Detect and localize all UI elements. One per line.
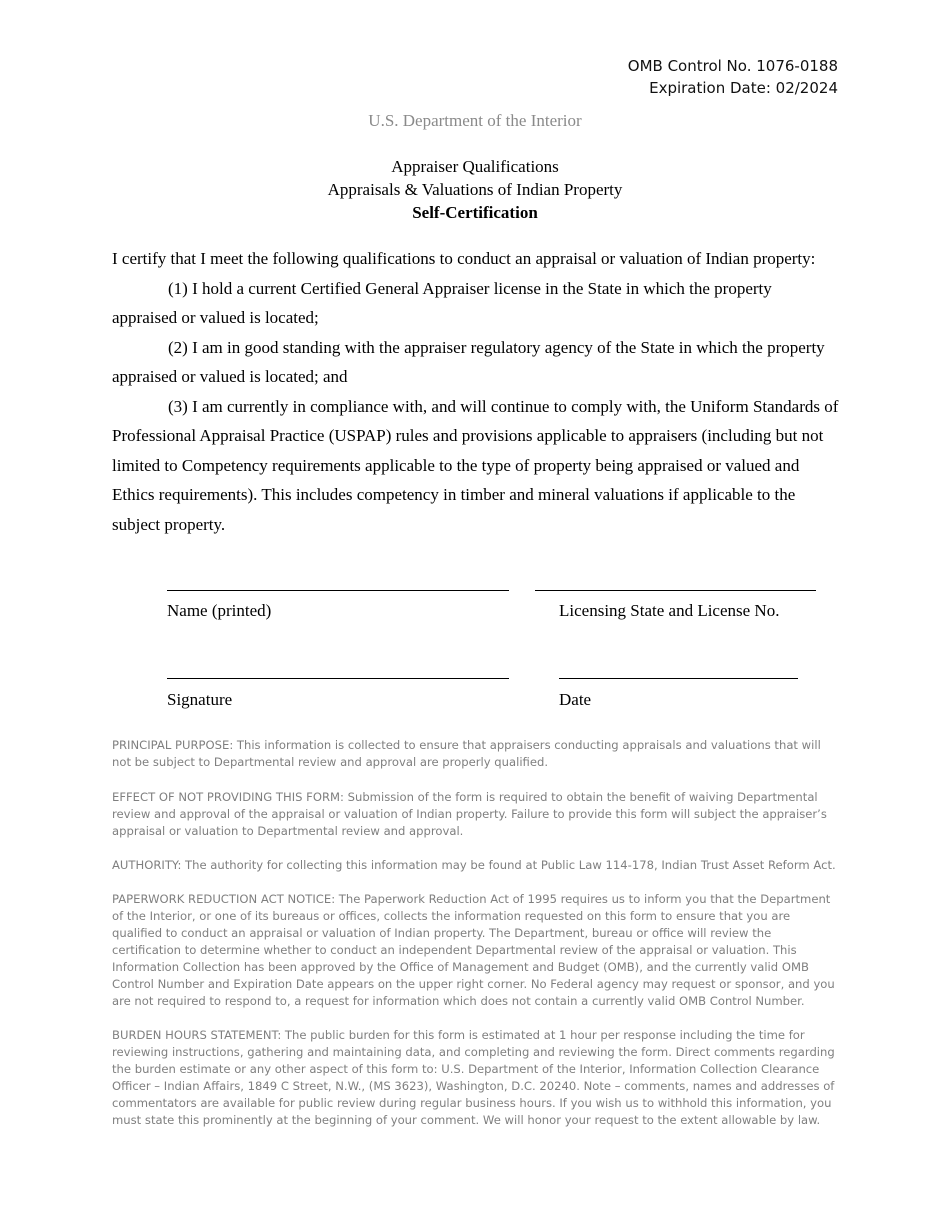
department-name: U.S. Department of the Interior [368,111,582,130]
effect-notice: EFFECT OF NOT PROVIDING THIS FORM: Submission of the form is required to obtain the benefit of waiving Departmental review and approval of the appraisal or valuation of Indian property. Failure to provide this form will subject the appraiser’s appraisal or valuation to Departmental review and approval. [112,790,827,838]
qualification-item: (1) I hold a current Certified General Appraiser license in the State in which the property appraised or valued is located; [112,278,772,327]
expiration-date: Expiration Date: 02/2024 [649,79,838,97]
date-line[interactable] [559,678,798,679]
form-heading-self-certification: Self-Certification [412,203,538,222]
license-number-line[interactable] [535,590,816,591]
qualification-item: (3) I am currently in compliance with, and will continue to comply with, the Uniform Standards of Professional Appraisal Practice (USPAP) rules and provisions applicable to appraisers (including but not limited to Competency requirements applicable to the type of property being appraised or valued and Ethics requirements). This includes competency in timber and mineral valuations if applicable to the subject property. [112,396,839,534]
qualification-item: (2) I am in good standing with the appraiser regulatory agency of the State in which the property appraised or valued is located; and [112,337,825,386]
principal-purpose-notice: PRINCIPAL PURPOSE: This information is collected to ensure that appraisers conducting appraisals and valuations that will not be subject to Departmental review and approval are properly qualified. [112,738,821,769]
name-printed-line[interactable] [167,590,509,591]
authority-notice: AUTHORITY: The authority for collecting this information may be found at Public Law 114-178, Indian Trust Asset Reform Act. [112,858,836,872]
name-printed-label: Name (printed) [167,601,272,620]
certification-body [112,244,840,539]
form-title: Appraiser Qualifications [391,157,559,176]
date-label: Date [559,690,592,709]
signature-line[interactable] [167,678,509,679]
omb-info [628,55,838,99]
form-subtitle: Appraisals & Valuations of Indian Property [327,180,623,199]
certification-intro: I certify that I meet the following qualifications to conduct an appraisal or valuation of Indian property: [112,249,816,268]
paperwork-reduction-notice: PAPERWORK REDUCTION ACT NOTICE: The Paperwork Reduction Act of 1995 requires us to inform you that the Department of the Interior, or one of its bureaus or offices, collects the information requested on this form to ensure that you are qualified to conduct an appraisal or valuation of Indian property. The Department, bureau or office will review the certification to determine whether to conduct an independent Departmental review of the appraisal or valuation. This Information Collection has been approved by the Office of Management and Budget (OMB), and the currently valid OMB Control Number and Expiration Date appears on the upper right corner. No Federal agency may request or sponsor, and you are not required to respond to, a request for information which does not contain a currently valid OMB Control Number. [112,892,835,1008]
license-number-label: Licensing State and License No. [559,601,780,620]
omb-control-number: OMB Control No. 1076-0188 [627,57,838,75]
burden-hours-statement: BURDEN HOURS STATEMENT: The public burden for this form is estimated at 1 hour per response including the time for reviewing instructions, gathering and maintaining data, and completing and reviewing the form. Direct comments regarding the burden estimate or any other aspect of this form to: U.S. Department of the Interior, Information Collection Clearance Officer – Indian Affairs, 1849 C Street, N.W., (MS 3623), Washington, D.C. 20240. Note – comments, names and addresses of commentators are available for public review during regular business hours. If you wish us to withhold this information, you must state this prominently at the beginning of your comment. We will honor your request to the extent allowable by law. [112,1028,835,1127]
signature-label: Signature [167,690,233,709]
form-titles [0,155,950,224]
